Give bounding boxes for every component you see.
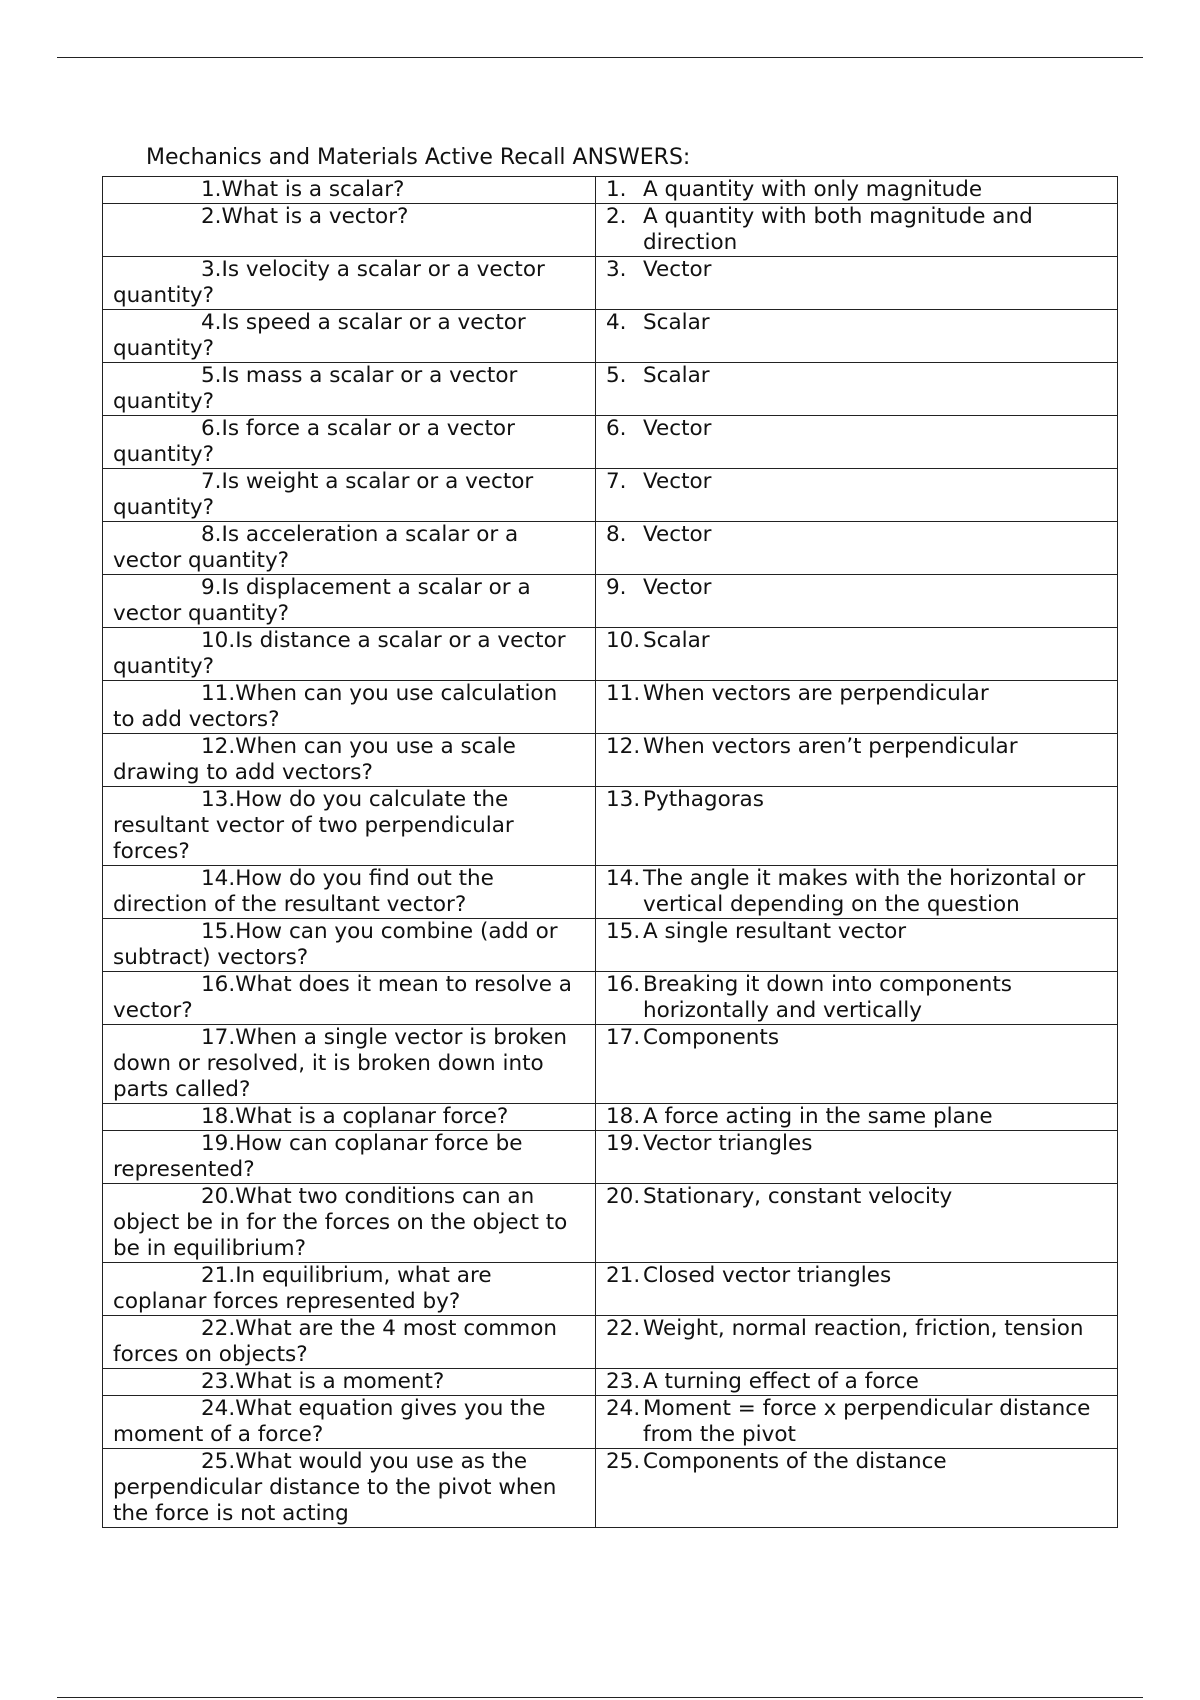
- answer-text: Components: [643, 1025, 780, 1050]
- answer-text-block: [606, 522, 1109, 548]
- table-row: [103, 628, 1118, 681]
- answer-text: Scalar: [643, 628, 710, 653]
- question-number: 24.: [201, 1396, 236, 1421]
- question-text: Is velocity a scalar or a vector quantity?: [113, 257, 545, 308]
- question-cell: [103, 628, 596, 681]
- question-text: How do you calculate the resultant vector of two perpendicular forces?: [113, 787, 514, 864]
- table-row: [103, 522, 1118, 575]
- question-text-block: [113, 1131, 585, 1183]
- answer-number: 11.: [606, 681, 641, 706]
- answer-cell: [596, 204, 1118, 257]
- answer-cell: [596, 310, 1118, 363]
- answer-text: Stationary, constant velocity: [643, 1184, 953, 1209]
- question-cell: [103, 1369, 596, 1396]
- answer-cell: [596, 734, 1118, 787]
- question-number: 19.: [201, 1131, 236, 1156]
- answer-number: 9.: [606, 575, 627, 600]
- table-row: [103, 681, 1118, 734]
- answer-text: Breaking it down into components horizontally and vertically: [643, 972, 1012, 1023]
- question-text: Is speed a scalar or a vector quantity?: [113, 310, 526, 361]
- answer-number: 2.: [606, 204, 627, 229]
- answer-text: A single resultant vector: [643, 919, 907, 944]
- question-cell: [103, 416, 596, 469]
- question-text: Is distance a scalar or a vector quantity?: [113, 628, 566, 679]
- question-number: 11.: [201, 681, 236, 706]
- answer-number: 1.: [606, 177, 627, 202]
- question-text-block: [113, 734, 585, 786]
- question-cell: [103, 1184, 596, 1263]
- answer-text-block: [606, 866, 1109, 918]
- answer-cell: [596, 787, 1118, 866]
- question-text-block: [113, 972, 585, 1024]
- answer-number: 8.: [606, 522, 627, 547]
- question-text-block: [113, 177, 585, 203]
- question-cell: [103, 1025, 596, 1104]
- answer-text-block: [606, 1396, 1109, 1448]
- table-row: [103, 310, 1118, 363]
- answer-cell: [596, 1449, 1118, 1528]
- question-cell: [103, 681, 596, 734]
- question-number: 21.: [201, 1263, 236, 1288]
- answer-number: 14.: [606, 866, 641, 891]
- answer-text: Closed vector triangles: [643, 1263, 892, 1288]
- answer-cell: [596, 1369, 1118, 1396]
- question-number: 15.: [201, 919, 236, 944]
- question-text-block: [113, 1025, 585, 1103]
- answer-text: Scalar: [643, 363, 710, 388]
- answer-number: 23.: [606, 1369, 641, 1394]
- answer-text-block: [606, 177, 1109, 203]
- answer-text: Scalar: [643, 310, 710, 335]
- question-number: 9.: [201, 575, 222, 600]
- answer-text: A turning effect of a force: [643, 1369, 919, 1394]
- answer-cell: [596, 575, 1118, 628]
- question-cell: [103, 1131, 596, 1184]
- question-cell: [103, 1316, 596, 1369]
- answer-number: 5.: [606, 363, 627, 388]
- answer-number: 10.: [606, 628, 641, 653]
- answer-number: 17.: [606, 1025, 641, 1050]
- answer-text: When vectors are perpendicular: [643, 681, 989, 706]
- question-text: What does it mean to resolve a vector?: [113, 972, 572, 1023]
- question-text: What would you use as the perpendicular distance to the pivot when the force is not acting: [113, 1449, 557, 1526]
- question-text: When can you use a scale drawing to add vectors?: [113, 734, 516, 785]
- question-text: Is force a scalar or a vector quantity?: [113, 416, 515, 467]
- answer-text: A quantity with both magnitude and direction: [643, 204, 1033, 255]
- question-text-block: [113, 1184, 585, 1262]
- answer-text: Vector: [643, 469, 712, 494]
- question-text-block: [113, 919, 585, 971]
- answer-text-block: [606, 919, 1109, 945]
- table-row: [103, 734, 1118, 787]
- answer-number: 24.: [606, 1396, 641, 1421]
- question-text: What are the 4 most common forces on objects?: [113, 1316, 557, 1367]
- answer-cell: [596, 257, 1118, 310]
- question-number: 1.: [201, 177, 222, 202]
- answer-text: Vector: [643, 522, 712, 547]
- question-text-block: [113, 1396, 585, 1448]
- answer-text: Components of the distance: [643, 1449, 947, 1474]
- table-row: [103, 1369, 1118, 1396]
- question-number: 10.: [201, 628, 236, 653]
- answer-number: 18.: [606, 1104, 641, 1129]
- answer-text: The angle it makes with the horizontal or vertical depending on the question: [643, 866, 1086, 917]
- question-cell: [103, 919, 596, 972]
- answer-number: 7.: [606, 469, 627, 494]
- answer-text-block: [606, 575, 1109, 601]
- answer-number: 3.: [606, 257, 627, 282]
- answer-text-block: [606, 469, 1109, 495]
- answer-text: Vector: [643, 416, 712, 441]
- question-text-block: [113, 1316, 585, 1368]
- answer-text: A force acting in the same plane: [643, 1104, 993, 1129]
- question-cell: [103, 866, 596, 919]
- question-cell: [103, 257, 596, 310]
- answer-cell: [596, 1263, 1118, 1316]
- answer-number: 19.: [606, 1131, 641, 1156]
- qa-table: [102, 176, 1118, 1528]
- answer-number: 20.: [606, 1184, 641, 1209]
- question-number: 20.: [201, 1184, 236, 1209]
- answer-text: Vector triangles: [643, 1131, 813, 1156]
- answer-text: A quantity with only magnitude: [643, 177, 983, 202]
- question-text-block: [113, 681, 585, 733]
- question-text: How do you find out the direction of the resultant vector?: [113, 866, 494, 917]
- answer-cell: [596, 628, 1118, 681]
- table-row: [103, 177, 1118, 204]
- answer-number: 12.: [606, 734, 641, 759]
- question-text: When can you use calculation to add vectors?: [113, 681, 558, 732]
- question-cell: [103, 1104, 596, 1131]
- question-number: 5.: [201, 363, 222, 388]
- answer-cell: [596, 1104, 1118, 1131]
- answer-text-block: [606, 257, 1109, 283]
- table-row: [103, 1396, 1118, 1449]
- table-row: [103, 1131, 1118, 1184]
- answer-text-block: [606, 681, 1109, 707]
- answer-text-block: [606, 972, 1109, 1024]
- answer-cell: [596, 1396, 1118, 1449]
- table-row: [103, 1184, 1118, 1263]
- answer-text: Moment = force x perpendicular distance from the pivot: [643, 1396, 1091, 1447]
- answer-number: 21.: [606, 1263, 641, 1288]
- answer-cell: [596, 866, 1118, 919]
- question-text: What is a scalar?: [221, 177, 405, 202]
- answer-text: Vector: [643, 257, 712, 282]
- answer-cell: [596, 1316, 1118, 1369]
- question-cell: [103, 310, 596, 363]
- question-text-block: [113, 257, 585, 309]
- question-number: 6.: [201, 416, 222, 441]
- question-number: 18.: [201, 1104, 236, 1129]
- answer-text-block: [606, 1184, 1109, 1210]
- answer-text-block: [606, 1316, 1109, 1342]
- table-row: [103, 972, 1118, 1025]
- answer-number: 25.: [606, 1449, 641, 1474]
- answer-number: 16.: [606, 972, 641, 997]
- question-cell: [103, 204, 596, 257]
- answer-cell: [596, 1184, 1118, 1263]
- question-text-block: [113, 1263, 585, 1315]
- question-cell: [103, 1449, 596, 1528]
- question-text-block: [113, 575, 585, 627]
- question-text-block: [113, 787, 585, 865]
- answer-text: Vector: [643, 575, 712, 600]
- footer-rule: [57, 1697, 1143, 1698]
- question-text-block: [113, 204, 585, 230]
- question-number: 7.: [201, 469, 222, 494]
- question-text: Is acceleration a scalar or a vector quantity?: [113, 522, 519, 573]
- answer-cell: [596, 469, 1118, 522]
- table-row: [103, 1025, 1118, 1104]
- header-rule: [57, 57, 1143, 58]
- answer-text-block: [606, 416, 1109, 442]
- answer-cell: [596, 177, 1118, 204]
- table-row: [103, 575, 1118, 628]
- question-text: Is mass a scalar or a vector quantity?: [113, 363, 518, 414]
- answer-cell: [596, 522, 1118, 575]
- answer-number: 22.: [606, 1316, 641, 1341]
- question-text-block: [113, 363, 585, 415]
- qa-table-body: [103, 177, 1118, 1528]
- question-cell: [103, 1396, 596, 1449]
- answer-cell: [596, 416, 1118, 469]
- table-row: [103, 1316, 1118, 1369]
- question-number: 3.: [201, 257, 222, 282]
- table-row: [103, 204, 1118, 257]
- table-row: [103, 257, 1118, 310]
- answer-text-block: [606, 1131, 1109, 1157]
- table-row: [103, 1263, 1118, 1316]
- document-title: Mechanics and Materials Active Recall ANSWERS:: [146, 145, 691, 170]
- answer-text: Weight, normal reaction, friction, tension: [643, 1316, 1084, 1341]
- table-row: [103, 363, 1118, 416]
- answer-number: 6.: [606, 416, 627, 441]
- table-row: [103, 787, 1118, 866]
- question-text: Is displacement a scalar or a vector quantity?: [113, 575, 531, 626]
- question-cell: [103, 972, 596, 1025]
- question-number: 12.: [201, 734, 236, 759]
- question-number: 2.: [201, 204, 222, 229]
- question-cell: [103, 177, 596, 204]
- question-text: What is a vector?: [221, 204, 409, 229]
- question-text: When a single vector is broken down or resolved, it is broken down into parts called?: [113, 1025, 568, 1102]
- question-number: 8.: [201, 522, 222, 547]
- answer-text-block: [606, 204, 1109, 256]
- question-text-block: [113, 866, 585, 918]
- answer-cell: [596, 919, 1118, 972]
- question-number: 4.: [201, 310, 222, 335]
- answer-cell: [596, 1131, 1118, 1184]
- answer-cell: [596, 972, 1118, 1025]
- question-number: 14.: [201, 866, 236, 891]
- question-text-block: [113, 469, 585, 521]
- question-text: What is a moment?: [235, 1369, 445, 1394]
- answer-text-block: [606, 310, 1109, 336]
- answer-text-block: [606, 1263, 1109, 1289]
- question-cell: [103, 522, 596, 575]
- question-text: What is a coplanar force?: [235, 1104, 509, 1129]
- question-text-block: [113, 1449, 585, 1527]
- table-row: [103, 1104, 1118, 1131]
- answer-text-block: [606, 628, 1109, 654]
- question-text: What equation gives you the moment of a force?: [113, 1396, 546, 1447]
- question-text-block: [113, 1104, 585, 1130]
- answer-cell: [596, 681, 1118, 734]
- table-row: [103, 919, 1118, 972]
- question-cell: [103, 787, 596, 866]
- answer-number: 15.: [606, 919, 641, 944]
- question-text: What two conditions can an object be in for the forces on the object to be in equilibrium?: [113, 1184, 568, 1261]
- answer-text: When vectors aren’t perpendicular: [643, 734, 1018, 759]
- question-cell: [103, 575, 596, 628]
- answer-cell: [596, 363, 1118, 416]
- answer-text-block: [606, 1025, 1109, 1051]
- table-row: [103, 1449, 1118, 1528]
- question-cell: [103, 734, 596, 787]
- question-cell: [103, 363, 596, 416]
- question-text-block: [113, 310, 585, 362]
- question-number: 16.: [201, 972, 236, 997]
- table-row: [103, 469, 1118, 522]
- question-number: 25.: [201, 1449, 236, 1474]
- answer-text-block: [606, 1449, 1109, 1475]
- answer-number: 4.: [606, 310, 627, 335]
- answer-text: Pythagoras: [643, 787, 764, 812]
- question-number: 22.: [201, 1316, 236, 1341]
- question-text: How can you combine (add or subtract) vectors?: [113, 919, 558, 970]
- answer-number: 13.: [606, 787, 641, 812]
- question-cell: [103, 1263, 596, 1316]
- table-row: [103, 416, 1118, 469]
- answer-text-block: [606, 363, 1109, 389]
- question-text-block: [113, 1369, 585, 1395]
- table-row: [103, 866, 1118, 919]
- answer-text-block: [606, 787, 1109, 813]
- answer-cell: [596, 1025, 1118, 1104]
- question-text-block: [113, 628, 585, 680]
- question-text-block: [113, 522, 585, 574]
- answer-text-block: [606, 1369, 1109, 1395]
- question-text: In equilibrium, what are coplanar forces represented by?: [113, 1263, 492, 1314]
- answer-text-block: [606, 1104, 1109, 1130]
- question-number: 23.: [201, 1369, 236, 1394]
- answer-text-block: [606, 734, 1109, 760]
- question-text-block: [113, 416, 585, 468]
- question-number: 13.: [201, 787, 236, 812]
- question-number: 17.: [201, 1025, 236, 1050]
- question-cell: [103, 469, 596, 522]
- question-text: Is weight a scalar or a vector quantity?: [113, 469, 534, 520]
- question-text: How can coplanar force be represented?: [113, 1131, 523, 1182]
